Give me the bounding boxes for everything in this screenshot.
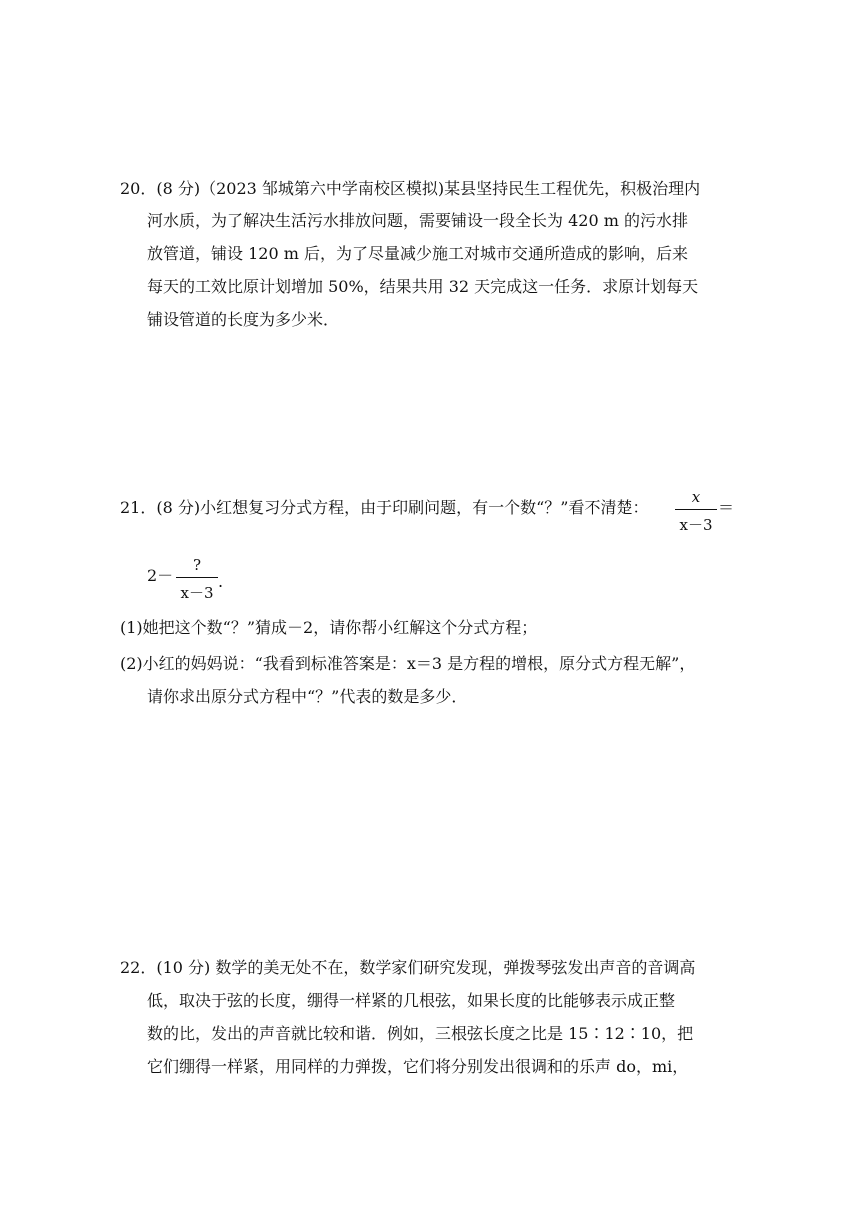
question-22-line-1: 22．(10 分) 数学的美无处不在，数学家们研究发现，弹拨琴弦发出声音的音调高: [120, 958, 696, 977]
question-22-line-2: 低，取决于弦的长度，绷得一样紧的几根弦，如果长度的比能够表示成正整: [147, 991, 676, 1010]
fraction-2-denominator: x－3: [180, 584, 214, 602]
fraction-1-numerator: x: [691, 488, 701, 506]
question-20-line-4: 每天的工效比原计划增加 50%，结果共用 32 天完成这一任务．求原计划每天: [147, 277, 699, 296]
question-20-line-3: 放管道，铺设 120 m 后，为了尽量减少施工对城市交通所造成的影响，后来: [147, 244, 688, 263]
question-21-intro: 21．(8 分)小红想复习分式方程，由于印刷问题，有一个数“？”看不清楚：: [120, 498, 649, 517]
question-20-line-1: 20．(8 分)（2023 邹城第六中学南校区模拟)某县坚持民生工程优先，积极治理内: [120, 179, 701, 198]
question-21-fraction-1: [675, 488, 717, 535]
question-21-equals: ＝: [718, 498, 735, 517]
fraction-1-denominator: x－3: [679, 516, 713, 534]
question-21-fraction-2: [176, 556, 218, 603]
question-22-line-3: 数的比，发出的声音就比较和谐．例如，三根弦长度之比是 15∶12∶10，把: [147, 1024, 694, 1043]
question-21-line-2-suffix: .: [218, 572, 224, 591]
fraction-2-numerator: ?: [192, 556, 202, 574]
question-20-line-2: 河水质，为了解决生活污水排放问题，需要铺设一段全长为 420 m 的污水排: [147, 211, 688, 230]
question-21-line-2-prefix: 2－: [147, 566, 174, 585]
question-21-sub-1: (1)她把这个数“？”猜成－2，请你帮小红解这个分式方程；: [120, 618, 538, 637]
question-20-line-5: 铺设管道的长度为多少米．: [147, 310, 340, 329]
question-21-sub-2-line-2: 请你求出原分式方程中“？”代表的数是多少．: [147, 687, 468, 706]
question-22-line-4: 它们绷得一样紧，用同样的力弹拨，它们将分别发出很调和的乐声 do，mi，: [147, 1057, 689, 1076]
question-21-sub-2-line-1: (2)小红的妈妈说：“我看到标准答案是：x＝3 是方程的增根，原分式方程无解”，: [120, 654, 696, 673]
